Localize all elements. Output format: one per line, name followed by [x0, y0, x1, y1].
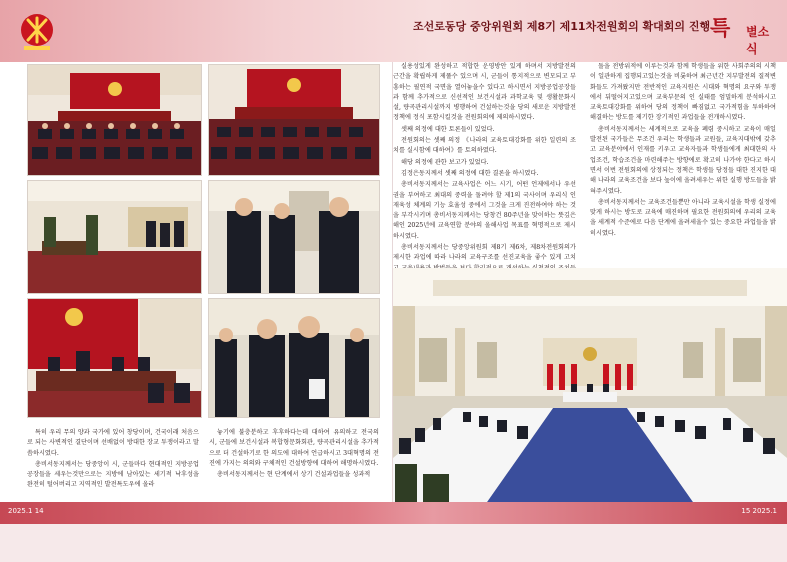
- photo-meeting-hall-2: [208, 64, 380, 176]
- paragraph: 실용성있게 완성하고 적합한 운영방안 있게 하며서 지방발전의 근간을 확립하게 제풀수 있으며 시, 군들이 통지적으로 변모되고 부흥하는 필연적 국면을 열어놓을수 있다고 하시면서 지방공업공장들과 함께 추가적으로 신선적인 보건시설과 과학교육 및 생활문화시설, 량곡관리시설까지 병행하여 건설하는것을 당의 새로운 지방발전정책에 정식 포함시킬것을 전원회의에 제의하시였다.: [393, 63, 576, 122]
- paragraph: 총비서동지께서는 교육사업은 어느 시기, 어떤 언제에서나 우선권을 부여하고 최대의 중력을 돌려야 할 제1의 국사이며 우리식 인재육성 체계의 기능 효율성 중에서 그것을 크게 진전하여야 하는 것을 부각시키며 총비서동지께서는 당창건 80주년을 맞이하는 뜻깊은 해인 2025년에 교육연합 분야의 올해사업 목표를 혁명적으로 제시하시였다.: [393, 181, 576, 240]
- paragraph: 전원회의는 셋째 의정 《나라의 교육토대강화를 위한 일련의 조치를 실시함에 대하여》를 토의하였다.: [393, 137, 576, 155]
- officials-photo: [209, 181, 379, 293]
- page-number-right: 15 2025.1: [741, 507, 777, 515]
- badge-small-text: 별소식: [746, 25, 770, 56]
- paragraph: 총비서동지께서는 당중앙위원회 제8기 제6차, 제8차전원회의가 제시한 과업에 따라 나라의 교육구조를 선진교육을 좋수 있게 고치: [393, 244, 576, 262]
- article-column-bottom-left-a: [27, 428, 199, 562]
- officials-photo: [28, 181, 201, 293]
- photo-podium: [27, 298, 202, 418]
- article-column-top-right: [590, 62, 776, 262]
- paragraph: 총비서동지께서는 교육조건들뿐만 아니라 교육시설을 학생 실정에 맞게 하시는 방도로 교육에 매진하며 필요한 전원회의에 우리의 교육을 세계적 수준에로 다음 단계에 올려세울수 있는 중요한 과업들을 밝히시였다.: [590, 198, 776, 237]
- photo-officials-walking-1: [208, 180, 380, 294]
- right-page: [393, 62, 787, 502]
- paragraph: 김정은동지께서 셋째 의정에 대한 결론을 하시였다.: [401, 169, 539, 177]
- headline: 조선로동당 중앙위원회 제8기 제11차전원회의 확대회의 진행: [413, 20, 711, 33]
- paragraph: 총비서동지께서는 당중앙이 시, 군들마다 현대적인 지방공업공장들을 세우는것만으로는 지방에 남아있는 세기적 낙후성을 완전히 털어버리고 지역적인 발전특도우에 올라: [27, 460, 199, 489]
- meeting-hall-photo: [209, 65, 379, 175]
- badge-big-letter: 특: [710, 16, 731, 40]
- officials-photo: [209, 299, 379, 417]
- podium-photo: [28, 299, 201, 417]
- paragraph: 돌을 전방위적에 이루는것과 함께 학생들을 위한 사회주의의 시책이 일관하게 집행되고있는것을 비롯하여 최근년간 지부발전의 질적변화들도 가져왔지만 전반적인 교육지원은 시대와 혁명의 요구와 투쟁에서 뒤떨어지고있으며 교육부문의 인 실태를 엄밀하게 분석하시고 교육토대강화를 위하여 당의 정책이 빠짐없고 국가적힘을 투하하여 해결하는 방도를 제기한 장기적인 과업들을 전개하시였다.: [590, 63, 776, 122]
- paragraph: 셋째 의정에 대한 토론들이 있었다.: [401, 125, 495, 133]
- photo-officials-walking-2: [208, 298, 380, 418]
- plenary-hall-photo: [393, 268, 787, 502]
- photo-meeting-hall-1: [27, 64, 202, 176]
- paragraph: 놓기에 불충분하고 후후하다는데 대하여 유의하고 전국의 시, 군들에 보건시설과 복합형문화회관, 량곡관리시설을 추가적으로 더 건설하기로 한 의도에 대하여 언급하시고 3대혁명의 전진에 가지는 의의와 구체적인 건설방향에 대하여 해명하시였다.: [209, 429, 379, 467]
- party-emblem-icon: [18, 10, 56, 52]
- paragraph: 특히 우리 무의 양과 국가에 있어 창당이며, 건국이래 처음으로 되는 사변적인 결단이며 선배없이 방대한 장교 투쟁이라고 말씀하시였다.: [27, 429, 199, 457]
- page-number-left: 2025.1 14: [8, 507, 44, 515]
- article-column-bottom-left-b: [209, 428, 379, 562]
- left-page: [0, 62, 393, 502]
- paragraph: 총비서동지께서는 현 단계에서 상기 건설과업들을 성과적: [217, 471, 371, 479]
- photo-officials-standing: [27, 180, 202, 294]
- article-column-top-left: [393, 62, 576, 262]
- meeting-hall-photo: [28, 65, 201, 175]
- special-news-badge: [710, 14, 778, 56]
- photo-plenary-hall: [393, 268, 787, 502]
- footer-band: [0, 502, 787, 524]
- header-band: [0, 0, 787, 62]
- paragraph: 해당 의정에 관한 보고가 있었다.: [401, 158, 489, 166]
- paragraph: 총비서동지께서는 세계적으로 교육을 폐렴 중시하고 교육이 매일 발전된 국가들은 무조건 우리는 학생들과 교원들, 교육지대밖에 갖추고 교육분야에서 인재를 키우고 교육자들과 학생들에게 최대한의 사업조건, 학습조건을 마련해주는 방향에로 확고히 나가야 한다고 하시면서 이번 전원회의에 상정되는 정책은 학생들 당정들 대한 진지한 대해 나라의 교육조건을 보다 높이에 올려세우는 위한 실행 방도들을 밝혀주시였다.: [590, 125, 776, 195]
